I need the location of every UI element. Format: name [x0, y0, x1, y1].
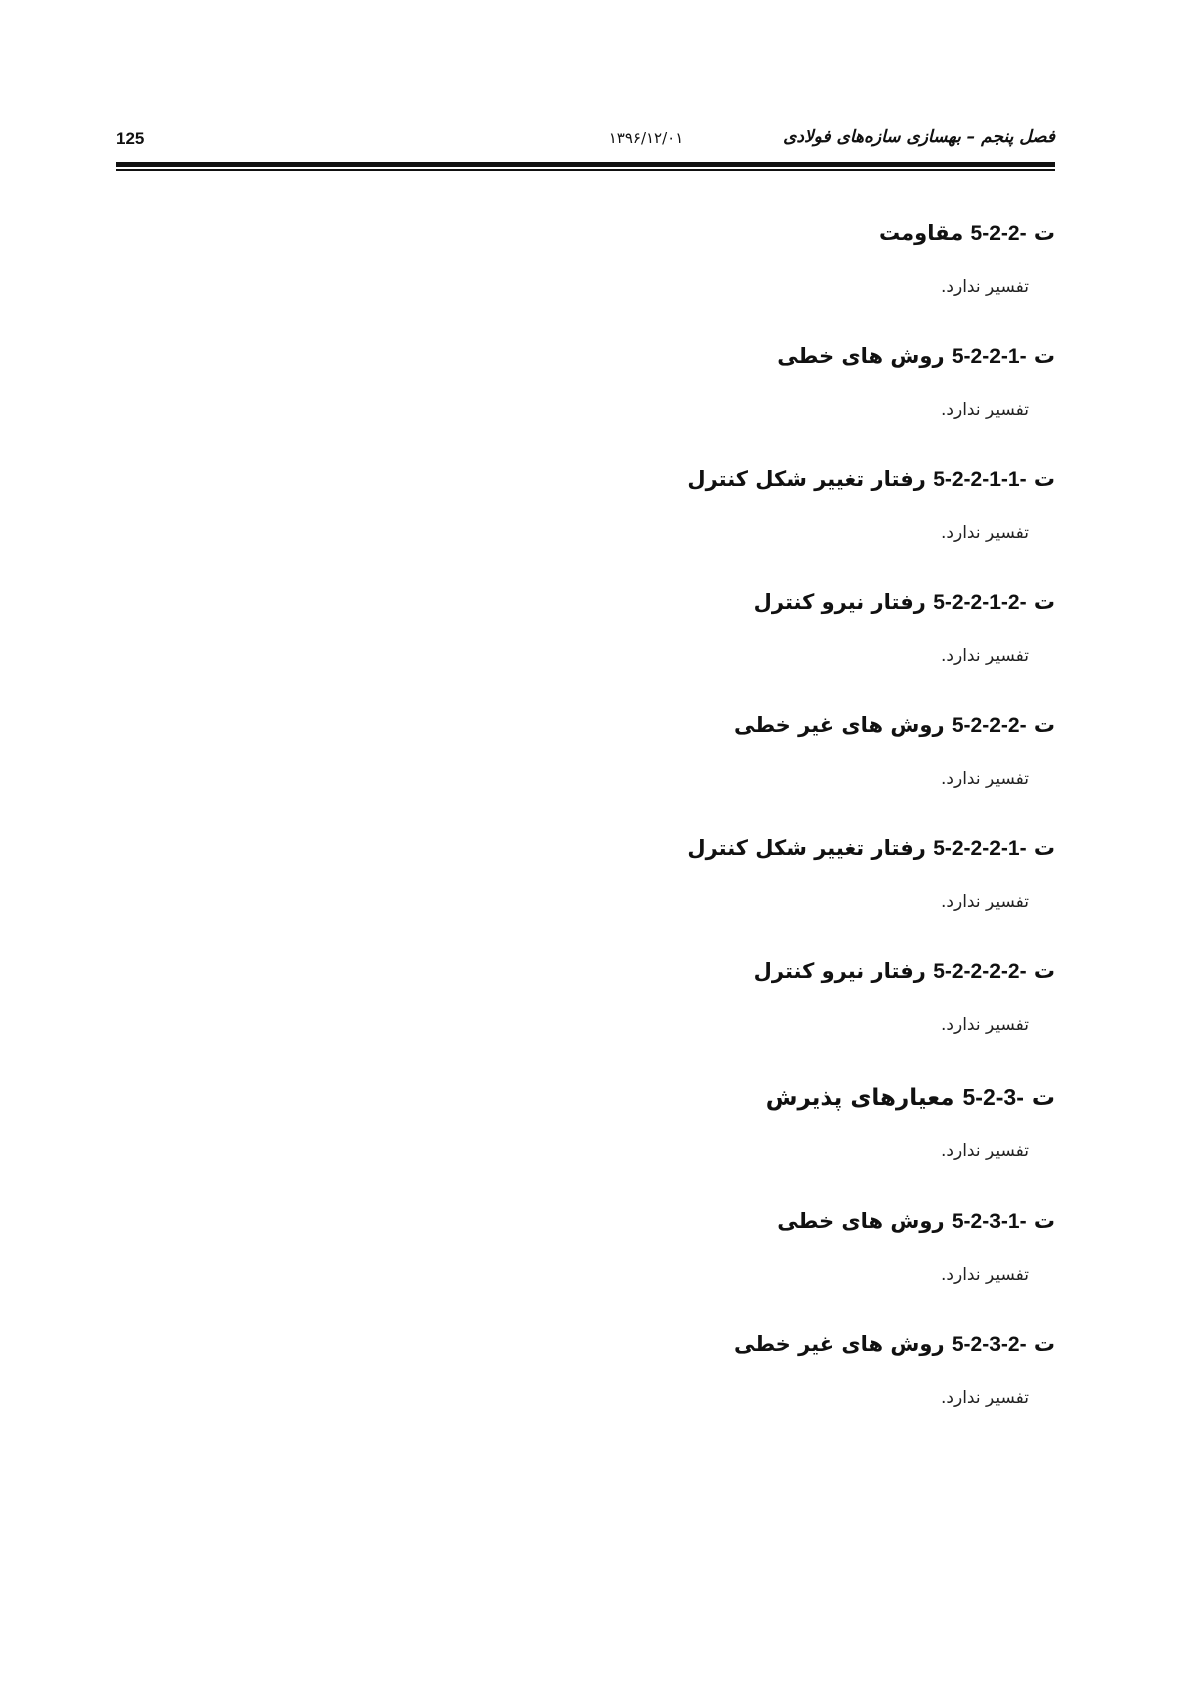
- section-5-2-2-2-2: [116, 956, 1055, 1037]
- header-rule-thick: [116, 162, 1055, 167]
- section-body: تفسیر ندارد.: [941, 1265, 1029, 1285]
- header-date: ۱۳۹۶/۱۲/۰۱: [608, 129, 684, 147]
- section-heading: [116, 1082, 1055, 1113]
- section-prefix: ت: [1033, 467, 1055, 491]
- section-title: رفتار نیرو کنترل: [753, 590, 926, 614]
- section-heading: [116, 1206, 1055, 1237]
- section-prefix: ت: [1031, 1085, 1055, 1111]
- section-prefix: ت: [1033, 836, 1055, 860]
- section-prefix: ت: [1033, 1209, 1055, 1233]
- section-5-2-3: [116, 1082, 1055, 1163]
- section-5-2-2-1: [116, 341, 1055, 422]
- section-heading: [116, 833, 1055, 864]
- section-5-2-2-1-1: [116, 464, 1055, 545]
- section-5-2-2-2-1: [116, 833, 1055, 914]
- section-body: تفسیر ندارد.: [941, 769, 1029, 789]
- section-body: تفسیر ندارد.: [941, 1141, 1029, 1161]
- section-heading: [116, 587, 1055, 618]
- page-number: 125: [116, 129, 145, 148]
- section-body: تفسیر ندارد.: [941, 1388, 1029, 1408]
- section-heading: [116, 1329, 1055, 1360]
- section-body: تفسیر ندارد.: [941, 646, 1029, 666]
- section-prefix: ت: [1033, 221, 1055, 245]
- section-prefix: ت: [1033, 590, 1055, 614]
- section-number: 5-2-2-2-2-: [933, 960, 1027, 983]
- section-title: رفتار تغییر شکل کنترل: [687, 836, 926, 860]
- section-number: 5-2-3-: [962, 1084, 1024, 1110]
- section-body: تفسیر ندارد.: [941, 523, 1029, 543]
- section-prefix: ت: [1033, 1332, 1055, 1356]
- section-title: رفتار نیرو کنترل: [753, 959, 926, 983]
- section-title: روش های غیر خطی: [733, 713, 945, 737]
- section-body: تفسیر ندارد.: [941, 892, 1029, 912]
- section-5-2-3-1: [116, 1206, 1055, 1287]
- section-heading: [116, 341, 1055, 372]
- page-header: [116, 126, 1055, 160]
- section-body: تفسیر ندارد.: [941, 277, 1029, 297]
- section-5-2-2: [116, 218, 1055, 299]
- section-heading: [116, 218, 1055, 249]
- section-title: رفتار تغییر شکل کنترل: [687, 467, 926, 491]
- section-title: معیارهای پذیرش: [765, 1085, 955, 1111]
- section-5-2-2-1-2: [116, 587, 1055, 668]
- header-rule-thin: [116, 169, 1055, 171]
- section-heading: [116, 956, 1055, 987]
- section-prefix: ت: [1033, 959, 1055, 983]
- section-number: 5-2-3-2-: [951, 1333, 1027, 1356]
- section-prefix: ت: [1033, 344, 1055, 368]
- section-number: 5-2-3-1-: [951, 1210, 1027, 1233]
- section-prefix: ت: [1033, 713, 1055, 737]
- section-number: 5-2-2-2-: [951, 714, 1027, 737]
- section-heading: [116, 710, 1055, 741]
- section-title: مقاومت: [878, 221, 964, 245]
- section-5-2-2-2: [116, 710, 1055, 791]
- section-body: تفسیر ندارد.: [941, 1015, 1029, 1035]
- section-number: 5-2-2-2-1-: [933, 837, 1027, 860]
- chapter-title: فصل پنجم – بهسازی سازه‌های فولادی: [783, 127, 1055, 147]
- section-number: 5-2-2-1-2-: [933, 591, 1027, 614]
- section-5-2-3-2: [116, 1329, 1055, 1410]
- section-number: 5-2-2-1-1-: [933, 468, 1027, 491]
- section-number: 5-2-2-: [970, 222, 1027, 245]
- section-body: تفسیر ندارد.: [941, 400, 1029, 420]
- section-title: روش های غیر خطی: [733, 1332, 945, 1356]
- section-heading: [116, 464, 1055, 495]
- section-title: روش های خطی: [777, 1209, 945, 1233]
- section-title: روش های خطی: [777, 344, 945, 368]
- section-number: 5-2-2-1-: [951, 345, 1027, 368]
